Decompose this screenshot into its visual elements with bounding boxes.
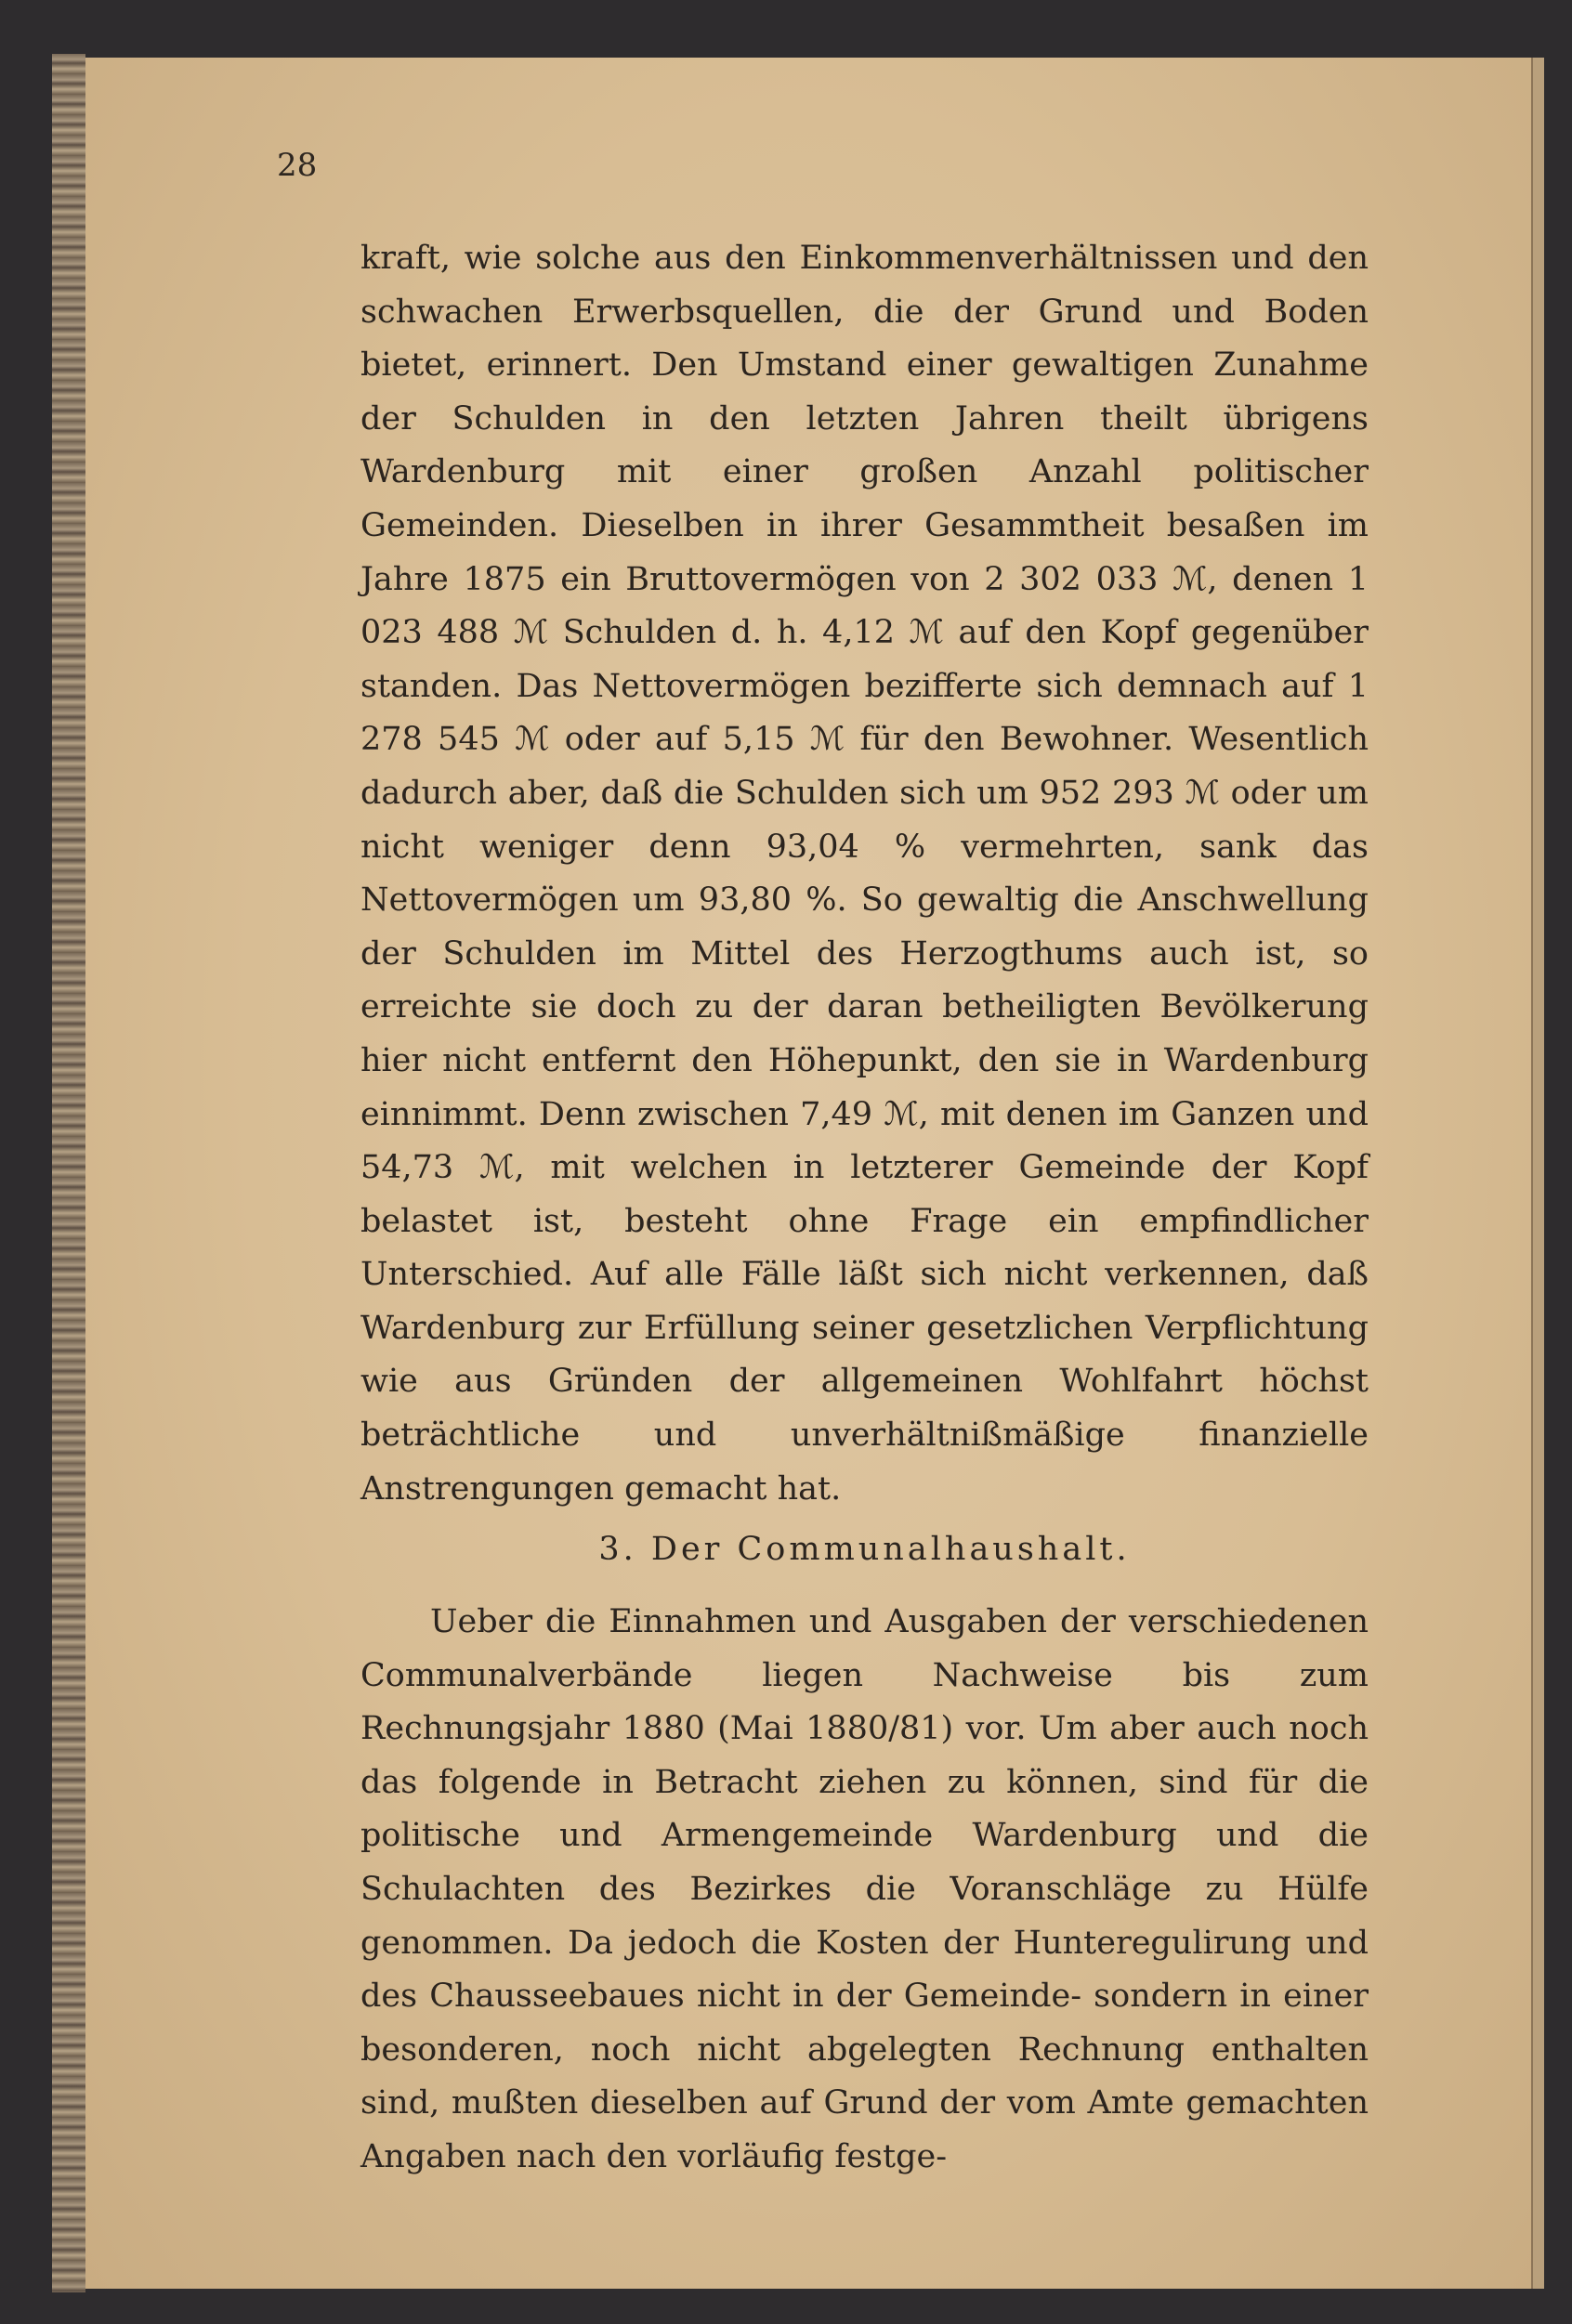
page-number: 28: [277, 147, 318, 184]
section-text: [360, 1596, 1369, 2185]
section-heading: 3. Der Communalhaushalt.: [598, 1531, 1131, 1568]
main-text: [360, 232, 1369, 1516]
paragraph: kraft, wie solche aus den Einkommenverhältnissen und den schwachen Erwerbsquellen, die der Grund und Boden bietet, erinnert. Den Umstand einer gewaltigen Zunahme der Schulden in den letzten Jahren theilt übrigens Wardenburg mit einer großen Anzahl politischer Gemeinden. Dieselben in ihrer Gesammtheit besaßen im Jahre 1875 ein Bruttovermögen von 2 302 033 ℳ, denen 1 023 488 ℳ Schulden d. h. 4,12 ℳ auf den Kopf gegenüber standen. Das Nettovermögen bezifferte sich demnach auf 1 278 545 ℳ oder auf 5,15 ℳ für den Bewohner. Wesentlich dadurch aber, daß die Schulden sich um 952 293 ℳ oder um nicht weniger denn 93,04 % vermehrten, sank das Nettovermögen um 93,80 %. So gewaltig die Anschwellung der Schulden im Mittel des Herzogthums auch ist, so erreichte sie doch zu der daran betheiligten Bevölkerung hier nicht entfernt den Höhepunkt, den sie in Wardenburg einnimmt. Denn zwischen 7,49 ℳ, mit denen im Ganzen und 54,73 ℳ, mit welchen in letzterer Gemeinde der Kopf belastet ist, besteht ohne Frage ein empfindlicher Unterschied. Auf alle Fälle läßt sich nicht verkennen, daß Wardenburg zur Erfüllung seiner gesetzlichen Verpflichtung wie aus Gründen der allgemeinen Wohlfahrt höchst beträchtliche und unverhältnißmäßige finanzielle Anstrengungen gemacht hat.: [360, 240, 1369, 1508]
page-edge: [1531, 58, 1544, 2289]
book-spine: [52, 54, 85, 2292]
paragraph: Ueber die Einnahmen und Ausgaben der verschiedenen Communalverbände liegen Nachweise bis zum Rechnungsjahr 1880 (Mai 1880/81) vor. Um aber auch noch das folgende in Betracht ziehen zu können, sind für die politische und Armengemeinde Wardenburg und die Schulachten des Bezirkes die Voranschläge zu Hülfe genommen. Da jedoch die Kosten der Hunteregulirung und des Chausseebaues nicht in der Gemeinde- sondern in einer besonderen, noch nicht abgelegten Rechnung enthalten sind, mußten dieselben auf Grund der vom Amte gemachten Angaben nach den vorläufig festge-: [360, 1603, 1369, 2175]
